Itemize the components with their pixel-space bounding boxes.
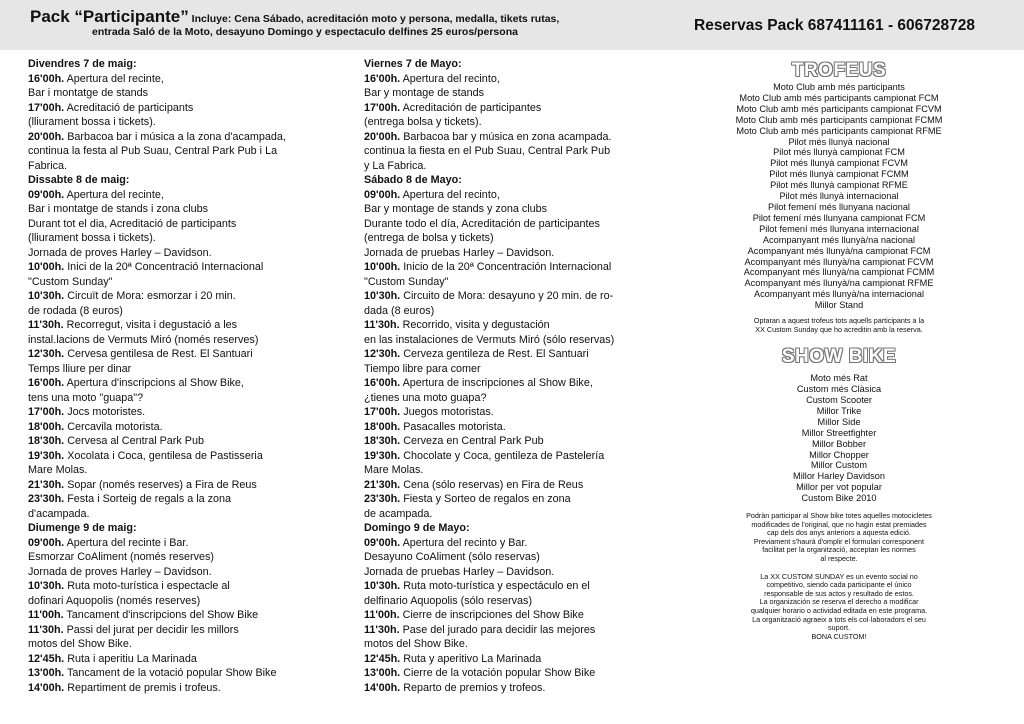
schedule-line: [28, 478, 350, 493]
schedule-line: [28, 188, 350, 203]
showbike-item: Millor Chopper: [809, 449, 869, 460]
schedule-line: [364, 275, 664, 290]
schedule-time: 18'00h.: [364, 420, 401, 433]
schedule-line: [28, 202, 350, 217]
trofeu-item: Pilot més llunyà campionat RFME: [770, 180, 908, 191]
schedule-text: Recorregut, visita i degustació a les: [66, 319, 238, 331]
schedule-text: d'acampada.: [28, 507, 90, 520]
schedule-line: [28, 289, 350, 304]
pack-info: [30, 7, 690, 39]
schedule-text: Desayuno CoAliment (sólo reservas): [364, 551, 540, 563]
day-heading: Dissabte 8 de maig:: [28, 174, 130, 186]
schedule-time: 12'30h.: [28, 348, 65, 360]
note-line: Podràn participar al Show bike totes aquelles motocicletes: [746, 511, 932, 521]
schedule-text: en las instalaciones de Vermuts Miró (sólo reservas): [364, 333, 615, 346]
schedule-text: Apertura del recinte i Bar.: [66, 536, 189, 549]
schedule-text: Tancament de la votació popular Show Bike: [67, 667, 277, 679]
schedule-time: 17'00h.: [364, 101, 401, 114]
schedule-line: [364, 666, 664, 681]
schedule-line: [364, 333, 664, 348]
schedule-text: Cerveza gentileza de Rest. El Santuari: [403, 348, 589, 360]
schedule-line: [28, 405, 350, 420]
trofeu-item: Pilot més llunyà nacional: [788, 136, 890, 147]
trofeu-item: Pilot més llunyà internacional: [779, 191, 899, 202]
schedule-time: 16'00h.: [28, 377, 65, 389]
schedule-line: [28, 318, 350, 333]
schedule-text: Tiempo libre para comer: [364, 362, 481, 375]
schedule-time: 09'00h.: [28, 536, 65, 549]
schedule-time: 21'30h.: [28, 478, 65, 491]
schedule-line: [364, 217, 664, 232]
trofeu-item: Acompanyant més llunyà/na campionat RFME: [744, 278, 934, 289]
schedule-line: [364, 86, 664, 101]
schedule-text: Bar y montage de stands y zona clubs: [364, 203, 548, 215]
schedule-time: 10'30h.: [364, 290, 401, 302]
showbike-item: Millor Trike: [816, 405, 862, 416]
note-line: responsable de sus actos y resultado de estos.: [764, 588, 914, 598]
schedule-time: 12'45h.: [364, 652, 401, 665]
schedule-text: Bar i montatge de stands i zona clubs: [28, 203, 209, 215]
schedule-text: y La Fabrica.: [364, 159, 427, 172]
schedule-text: Pase del jurado para decidir las mejores: [402, 623, 596, 636]
schedule-time: 16'00h.: [364, 377, 401, 389]
note-line: facilitat per la organització, acceptan les normes: [762, 545, 916, 555]
day-heading: Domingo 9 de Mayo:: [364, 522, 470, 534]
schedule-text: Jornada de proves Harley – Davidson.: [28, 246, 212, 259]
reservas-phones: Reservas Pack 687411161 - 606728728: [694, 17, 975, 34]
schedule-text: Ruta i aperitiu La Marinada: [67, 652, 197, 665]
schedule-text: Repartiment de premis i trofeus.: [67, 681, 221, 694]
awards-column: [708, 60, 970, 641]
schedule-text: Cervesa al Central Park Pub: [67, 435, 205, 447]
note-line: XX Custom Sunday que ho acreditin amb la reserva.: [755, 324, 923, 334]
note-line: qualquier horario o actividad editada en este programa.: [750, 606, 928, 616]
schedule-line: [28, 623, 350, 638]
schedule-text: Circuito de Mora: desayuno y 20 min. de ro-: [403, 290, 614, 302]
schedule-line: [364, 579, 664, 594]
schedule-line: [364, 202, 664, 217]
schedule-line: [364, 492, 664, 507]
schedule-text: instal.lacions de Vermuts Miró (només reserves): [28, 333, 259, 346]
schedule-time: 11'00h.: [364, 609, 400, 621]
schedule-line: [364, 101, 664, 116]
note-line: La organització agraeix a tots els col·laboradors el seu: [752, 614, 926, 624]
schedule-text: Reparto de premios y trofeos.: [403, 681, 546, 694]
trofeu-item: Acompanyant més llunyà/na campionat FCVM: [744, 256, 934, 267]
schedule-line: [28, 72, 350, 87]
schedule-line: [28, 492, 350, 507]
schedule-time: 11'00h.: [28, 609, 64, 621]
schedule-line: [28, 666, 350, 681]
schedule-text: Bar y montage de stands: [364, 87, 485, 99]
schedule-line: [364, 376, 664, 391]
schedule-text: Mare Molas.: [28, 464, 88, 476]
schedule-text: Jocs motoristes.: [67, 406, 146, 418]
schedule-line: [28, 86, 350, 101]
schedule-line: [364, 130, 664, 145]
schedule-text: Acreditació de participants: [66, 101, 194, 114]
schedule-text: Mare Molas.: [364, 464, 424, 476]
schedule-line: [28, 115, 350, 130]
trofeu-item: Pilot més llunyà campionat FCVM: [770, 158, 908, 169]
schedule-line: [28, 449, 350, 464]
trofeu-item: Moto Club amb més participants campionat FCMM: [735, 114, 943, 125]
schedule-line: [28, 579, 350, 594]
schedule-line: [28, 231, 350, 246]
schedule-line: [28, 217, 350, 232]
schedule-line: [28, 565, 350, 580]
schedule-line: [28, 246, 350, 261]
schedule-text: Recorrido, visita y degustación: [402, 319, 550, 331]
schedule-line: [28, 536, 350, 551]
schedule-time: 10'30h.: [364, 580, 401, 592]
schedule-time: 12'45h.: [28, 652, 65, 665]
schedule-line: [364, 420, 664, 435]
schedule-line: [28, 434, 350, 449]
trofeu-item: Moto Club amb més participants campionat FCM: [739, 92, 939, 103]
schedule-line: [28, 376, 350, 391]
schedule-text: Xocolata i Coca, gentilesa de Pastisseria: [67, 449, 263, 462]
schedule-text: Apertura del recinte,: [66, 188, 164, 201]
schedule-text: Apertura d'inscripcions al Show Bike,: [66, 377, 244, 389]
pack-includes-line1: Incluye: Cena Sábado, acreditación moto y persona, medalla, tikets rutas,: [191, 13, 560, 25]
schedule-line: [364, 304, 664, 319]
schedule-text: de acampada.: [364, 507, 433, 520]
showbike-item: Custom Scooter: [806, 395, 872, 406]
schedule-text: continua la fiesta en el Pub Suau, Central Park Pub: [364, 145, 611, 157]
schedule-text: Bar i montatge de stands: [28, 87, 149, 99]
schedule-text: Jornada de pruebas Harley – Davidson.: [364, 246, 555, 259]
schedule-text: de rodada (8 euros): [28, 304, 123, 317]
schedule-time: 20'00h.: [28, 130, 65, 143]
schedule-text: Durante todo el día, Acreditación de participantes: [364, 217, 600, 230]
schedule-line: [364, 507, 664, 522]
schedule-line: [28, 333, 350, 348]
schedule-time: 10'00h.: [28, 261, 65, 273]
schedule-text: Cerveza en Central Park Pub: [403, 435, 544, 447]
schedule-text: Apertura del recinto y Bar.: [402, 536, 528, 549]
trofeu-item: Pilot femení més llunyana campionat FCM: [752, 212, 926, 223]
schedule-line: [364, 144, 664, 159]
schedule-text: Ruta y aperitivo La Marinada: [403, 652, 542, 665]
schedule-line: [364, 289, 664, 304]
schedule-time: 16'00h.: [28, 72, 65, 85]
note-line: competitivo, siendo cada participante el único: [766, 580, 912, 590]
schedule-time: 19'30h.: [364, 449, 401, 462]
schedule-time: 21'30h.: [364, 478, 401, 491]
schedule-line: [28, 391, 350, 406]
program-spanish: [364, 57, 664, 695]
schedule-time: 23'30h.: [28, 493, 65, 505]
schedule-line: [28, 130, 350, 145]
schedule-line: [364, 434, 664, 449]
schedule-time: 17'00h.: [28, 101, 65, 114]
schedule-line: [364, 362, 664, 377]
trofeu-item: Pilot femení més llunyana internacional: [759, 223, 919, 234]
schedule-time: 11'30h.: [364, 319, 400, 331]
schedule-text: Cierre de la votación popular Show Bike: [403, 667, 596, 679]
schedule-text: ¿tienes una moto guapa?: [364, 391, 487, 404]
schedule-line: [28, 507, 350, 522]
schedule-line: [364, 550, 664, 565]
schedule-line: [364, 608, 664, 623]
day-heading: Sábado 8 de Mayo:: [364, 174, 462, 186]
schedule-line: [364, 652, 664, 667]
schedule-text: tens una moto "guapa"?: [28, 391, 144, 404]
schedule-text: Festa i Sorteig de regals a la zona: [67, 493, 232, 505]
schedule-line: [364, 536, 664, 551]
note-line: cap dels dos anys anteriors a aquesta edició.: [767, 528, 911, 538]
pack-title: Pack “Participante”: [30, 7, 189, 26]
trofeu-item: Pilot més llunyà campionat FCM: [773, 147, 905, 158]
schedule-line: [364, 565, 664, 580]
note-line: suport.: [828, 623, 850, 633]
schedule-line: [364, 478, 664, 493]
schedule-text: Jornada de pruebas Harley – Davidson.: [364, 565, 555, 578]
schedule-line: [364, 159, 664, 174]
schedule-text: Fiesta y Sorteo de regalos en zona: [403, 493, 571, 505]
schedule-time: 18'00h.: [28, 420, 65, 433]
schedule-time: 18'30h.: [364, 435, 401, 447]
schedule-text: Cercavila motorista.: [67, 420, 163, 433]
trofeu-item: Pilot femení més llunyana nacional: [768, 201, 910, 212]
schedule-text: Acreditación de participantes: [402, 101, 542, 114]
schedule-time: 09'00h.: [364, 536, 401, 549]
schedule-text: Esmorzar CoAliment (només reserves): [28, 551, 214, 563]
schedule-line: [364, 405, 664, 420]
schedule-line: [28, 101, 350, 116]
schedule-time: 14'00h.: [28, 681, 65, 694]
schedule-line: [28, 637, 350, 652]
trofeus-note: [708, 317, 970, 334]
trofeu-item: Acompanyant més llunyà/na campionat FCMM: [743, 267, 935, 278]
showbike-item: Moto més Rat: [810, 373, 868, 384]
schedule-line: [28, 144, 350, 159]
note-line: modificades de l'original, que no hagin estat premiades: [751, 519, 927, 529]
showbike-title: SHOW BIKE: [781, 346, 897, 368]
schedule-time: 10'30h.: [28, 290, 65, 302]
trofeu-item: Acompanyant més llunyà/na nacional: [762, 234, 916, 245]
schedule-text: Jornada de proves Harley – Davidson.: [28, 565, 212, 578]
showbike-note-disclaimer: [708, 573, 970, 642]
program-catalan: [28, 57, 350, 695]
schedule-line: [364, 463, 664, 478]
showbike-item: Millor Side: [817, 416, 861, 427]
schedule-line: [28, 681, 350, 696]
schedule-text: Durant tot el dia, Acreditació de participants: [28, 217, 237, 230]
trofeu-item: Millor Stand: [814, 300, 864, 311]
schedule-line: [28, 362, 350, 377]
schedule-time: 12'30h.: [364, 348, 401, 360]
schedule-time: 13'00h.: [364, 667, 401, 679]
schedule-text: Apertura del recinto,: [402, 72, 500, 85]
schedule-line: [364, 347, 664, 362]
schedule-line: [364, 594, 664, 609]
day-heading: Divendres 7 de maig:: [28, 58, 137, 70]
schedule-text: Cierre de inscripciones del Show Bike: [402, 609, 584, 621]
schedule-line: [28, 304, 350, 319]
schedule-text: Chocolate y Coca, gentileza de Pastelería: [403, 449, 605, 462]
trofeu-item: Acompanyant més llunyà/na internacional: [753, 289, 925, 300]
trofeu-item: Pilot més llunyà campionat FCMM: [769, 169, 909, 180]
schedule-line: [364, 623, 664, 638]
schedule-text: (entrega de bolsa y tickets): [364, 232, 494, 244]
schedule-text: (lliurament bossa i tickets).: [28, 116, 156, 128]
schedule-line: [364, 72, 664, 87]
showbike-note-rules: [708, 512, 970, 564]
note-line: BONA CUSTOM!: [811, 631, 867, 641]
schedule-text: Passi del jurat per decidir les millors: [66, 623, 239, 636]
schedule-text: Pasacalles motorista.: [403, 420, 506, 433]
schedule-line: [28, 347, 350, 362]
schedule-text: Ruta moto-turística i espectacle al: [67, 580, 230, 592]
trofeu-item: Acompanyant més llunyà/na campionat FCM: [747, 245, 931, 256]
schedule-text: (lliurament bossa i tickets).: [28, 232, 156, 244]
schedule-time: 17'00h.: [364, 406, 401, 418]
schedule-line: [364, 391, 664, 406]
schedule-line: [364, 637, 664, 652]
schedule-text: motos del Show Bike.: [28, 638, 132, 650]
schedule-text: Cervesa gentilesa de Rest. El Santuari: [67, 348, 253, 360]
schedule-time: 17'00h.: [28, 406, 65, 418]
schedule-time: 10'00h.: [364, 261, 401, 273]
schedule-line: [28, 275, 350, 290]
schedule-line: [28, 550, 350, 565]
header-bar: [0, 0, 1024, 50]
schedule-text: "Custom Sunday": [364, 275, 449, 288]
schedule-time: 18'30h.: [28, 435, 65, 447]
schedule-text: Tancament d'inscripcions del Show Bike: [66, 609, 259, 621]
schedule-line: [364, 260, 664, 275]
day-heading: Viernes 7 de Mayo:: [364, 58, 462, 70]
note-line: Previament s'haurà d'omplir el formulari corresponent: [753, 536, 925, 546]
showbike-list: [708, 373, 970, 504]
schedule-text: Ruta moto-turística y espectáculo en el: [403, 580, 590, 592]
schedule-line: [364, 115, 664, 130]
schedule-line: [28, 463, 350, 478]
schedule-time: 11'30h.: [28, 623, 64, 636]
showbike-item: Millor Harley Davidson: [793, 471, 885, 482]
schedule-time: 19'30h.: [28, 449, 65, 462]
trofeu-item: Moto Club amb més participants campionat FCVM: [736, 103, 942, 114]
schedule-text: Apertura del recinto,: [402, 188, 500, 201]
schedule-text: Cena (sólo reservas) en Fira de Reus: [403, 478, 584, 491]
trofeus-list: [708, 82, 970, 311]
schedule-text: motos del Show Bike.: [364, 638, 468, 650]
schedule-time: 10'30h.: [28, 580, 65, 592]
schedule-line: [28, 420, 350, 435]
note-line: La XX CUSTOM SUNDAY es un evento social no: [760, 571, 918, 581]
schedule-text: (entrega bolsa y tickets).: [364, 116, 482, 128]
showbike-item: Millor Custom: [810, 460, 868, 471]
schedule-time: 20'00h.: [364, 130, 401, 143]
showbike-item: Custom Bike 2010: [801, 493, 877, 504]
schedule-line: [28, 159, 350, 174]
schedule-time: 09'00h.: [364, 188, 401, 201]
schedule-time: 16'00h.: [364, 72, 401, 85]
schedule-text: "Custom Sunday": [28, 275, 113, 288]
schedule-line: [364, 188, 664, 203]
schedule-text: Sopar (només reserves) a Fira de Reus: [67, 478, 257, 491]
day-heading: Diumenge 9 de maig:: [28, 522, 137, 534]
showbike-item: Millor per vot popular: [796, 482, 882, 493]
note-line: al respecte.: [820, 554, 858, 564]
schedule-text: Barbacoa bar i música a la zona d'acampada,: [67, 130, 286, 143]
schedule-line: [364, 449, 664, 464]
schedule-line: [364, 231, 664, 246]
trofeu-item: Moto Club amb més participants: [773, 82, 905, 92]
pack-includes-line2: entrada Saló de la Moto, desayuno Domingo y espectaculo delfines 25 euros/persona: [92, 26, 518, 38]
schedule-line: [28, 608, 350, 623]
schedule-text: Temps lliure per dinar: [28, 362, 132, 375]
schedule-text: Apertura de inscripciones al Show Bike,: [402, 377, 593, 389]
schedule-line: [364, 246, 664, 261]
showbike-item: Millor Streetfighter: [801, 427, 877, 438]
schedule-text: Inicio de la 20ª Concentración Internacional: [403, 261, 612, 273]
schedule-time: 14'00h.: [364, 681, 401, 694]
trofeus-title: TROFEUS: [791, 60, 887, 81]
schedule-time: 09'00h.: [28, 188, 65, 201]
schedule-text: continua la festa al Pub Suau, Central Park Pub i La: [28, 145, 278, 157]
schedule-line: [28, 260, 350, 275]
schedule-text: dofinari Aquopolis (només reserves): [28, 594, 201, 607]
showbike-item: Custom més Clàsica: [796, 384, 882, 395]
schedule-time: 23'30h.: [364, 493, 401, 505]
schedule-text: Fabrica.: [28, 159, 68, 172]
schedule-text: delfinario Aquopolis (sólo reservas): [364, 594, 533, 607]
showbike-item: Millor Bobber: [811, 438, 867, 449]
note-line: La organización se reserva el derecho a modificar: [759, 597, 919, 607]
schedule-line: [364, 681, 664, 696]
schedule-line: [28, 594, 350, 609]
schedule-text: Apertura del recinte,: [66, 72, 164, 85]
schedule-line: [28, 652, 350, 667]
schedule-line: [364, 318, 664, 333]
schedule-time: 11'30h.: [28, 319, 64, 331]
trofeu-item: Moto Club amb més participants campionat RFME: [736, 125, 942, 136]
note-line: Optaran a aquest trofeus tots aquells participants a la: [753, 316, 925, 326]
schedule-text: Inici de la 20ª Concentració Internacional: [67, 261, 264, 273]
schedule-text: dada (8 euros): [364, 304, 435, 317]
schedule-text: Barbacoa bar y música en zona acampada.: [403, 130, 612, 143]
schedule-text: Juegos motoristas.: [403, 406, 494, 418]
schedule-time: 11'30h.: [364, 623, 400, 636]
schedule-time: 13'00h.: [28, 667, 65, 679]
schedule-text: Circuït de Mora: esmorzar i 20 min.: [67, 290, 236, 302]
